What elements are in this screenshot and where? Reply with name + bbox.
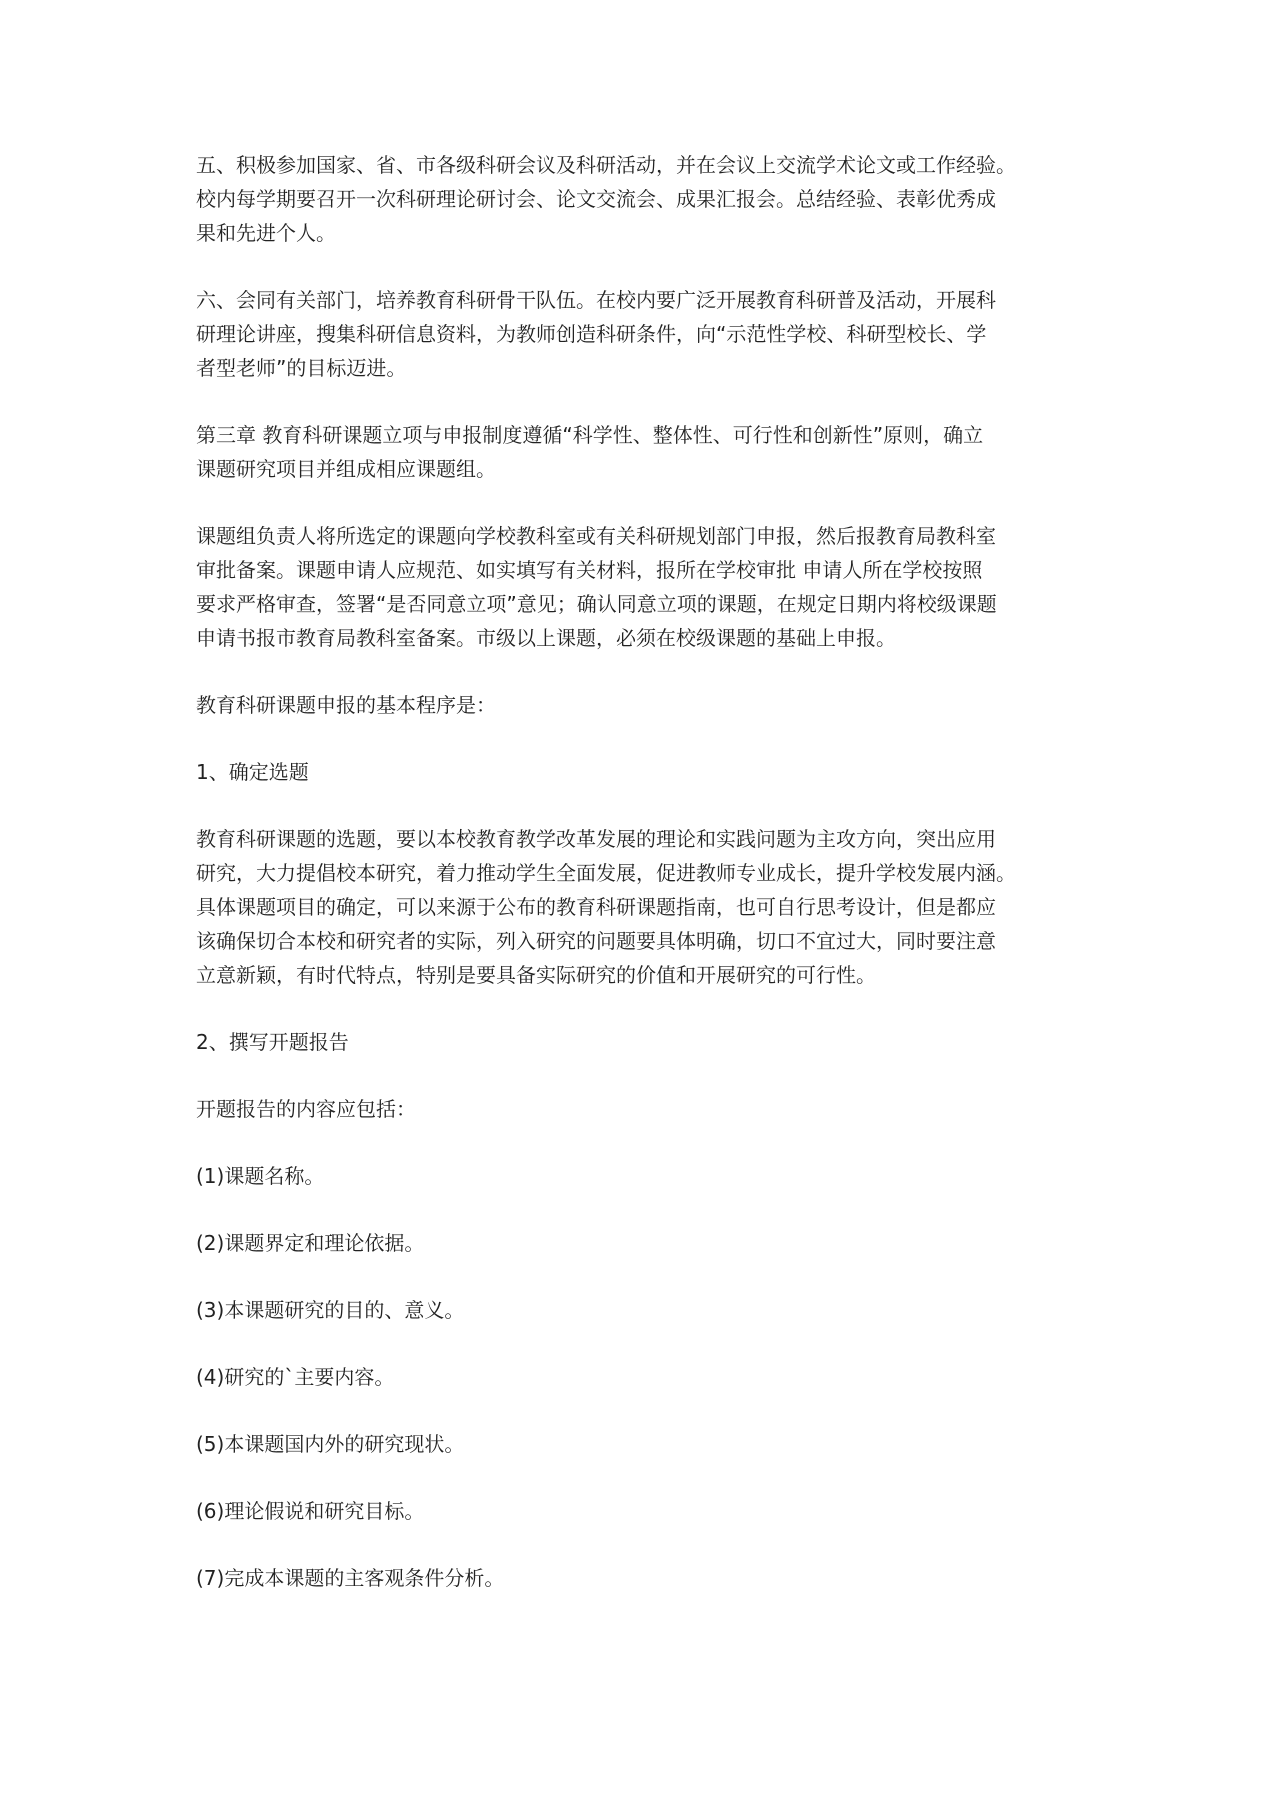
text-line: (6)理论假说和研究目标。 <box>196 1499 425 1523</box>
chapter-paragraph <box>196 418 1096 486</box>
text-line: 1、确定选题 <box>196 760 309 784</box>
text-line: 该确保切合本校和研究者的实际，列入研究的问题要具体明确，切口不宜过大，同时要注意 <box>196 929 996 953</box>
text-line: (5)本课题国内外的研究现状。 <box>196 1432 465 1456</box>
text-line: 校内每学期要召开一次科研理论研讨会、论文交流会、成果汇报会。总结经验、表彰优秀成 <box>196 187 996 211</box>
text-line: 教育科研课题申报的基本程序是： <box>196 693 496 717</box>
list-item <box>196 1226 1096 1260</box>
text-line: (3)本课题研究的目的、意义。 <box>196 1298 465 1322</box>
text-line: 审批备案。课题申请人应规范、如实填写有关材料，报所在学校审批 申请人所在学校按照 <box>196 558 983 582</box>
text-line: (4)研究的`主要内容。 <box>196 1365 395 1389</box>
list-item <box>196 1427 1096 1461</box>
text-line: 研究，大力提倡校本研究，着力推动学生全面发展，促进教师专业成长，提升学校发展内涵。 <box>196 861 1016 885</box>
section-heading <box>196 1025 1096 1059</box>
text-line: 具体课题项目的确定，可以来源于公布的教育科研课题指南，也可自行思考设计，但是都应 <box>196 895 996 919</box>
text-line: 者型老师”的目标迈进。 <box>196 356 407 380</box>
list-item <box>196 1293 1096 1327</box>
text-line: 教育科研课题的选题，要以本校教育教学改革发展的理论和实践问题为主攻方向，突出应用 <box>196 827 996 851</box>
paragraph <box>196 1092 1096 1126</box>
list-item <box>196 1360 1096 1394</box>
text-line: 课题组负责人将所选定的课题向学校教科室或有关科研规划部门申报，然后报教育局教科室 <box>196 524 996 548</box>
text-line: (2)课题界定和理论依据。 <box>196 1231 425 1255</box>
section-heading <box>196 755 1096 789</box>
text-line: 2、撰写开题报告 <box>196 1030 349 1054</box>
document-body <box>196 148 1096 1628</box>
text-line: 立意新颖，有时代特点，特别是要具备实际研究的价值和开展研究的可行性。 <box>196 963 876 987</box>
paragraph <box>196 519 1096 655</box>
text-line: (1)课题名称。 <box>196 1164 325 1188</box>
list-item <box>196 1159 1096 1193</box>
text-line: 研理论讲座，搜集科研信息资料，为教师创造科研条件，向“示范性学校、科研型校长、学 <box>196 322 987 346</box>
paragraph <box>196 688 1096 722</box>
text-line: 开题报告的内容应包括： <box>196 1097 416 1121</box>
text-line: 六、会同有关部门，培养教育科研骨干队伍。在校内要广泛开展教育科研普及活动，开展科 <box>196 288 996 312</box>
paragraph <box>196 148 1096 250</box>
list-item <box>196 1561 1096 1595</box>
text-line: 申请书报市教育局教科室备案。市级以上课题，必须在校级课题的基础上申报。 <box>196 626 896 650</box>
text-line: 要求严格审查，签署“是否同意立项”意见；确认同意立项的课题，在规定日期内将校级课题 <box>196 592 997 616</box>
text-line: 课题研究项目并组成相应课题组。 <box>196 457 496 481</box>
text-line: 果和先进个人。 <box>196 221 336 245</box>
text-line: 五、积极参加国家、省、市各级科研会议及科研活动，并在会议上交流学术论文或工作经验。 <box>196 153 1016 177</box>
text-line: (7)完成本课题的主客观条件分析。 <box>196 1566 505 1590</box>
paragraph <box>196 283 1096 385</box>
paragraph <box>196 822 1096 992</box>
list-item <box>196 1494 1096 1528</box>
text-line: 第三章 教育科研课题立项与申报制度遵循“科学性、整体性、可行性和创新性”原则，确立 <box>196 423 984 447</box>
